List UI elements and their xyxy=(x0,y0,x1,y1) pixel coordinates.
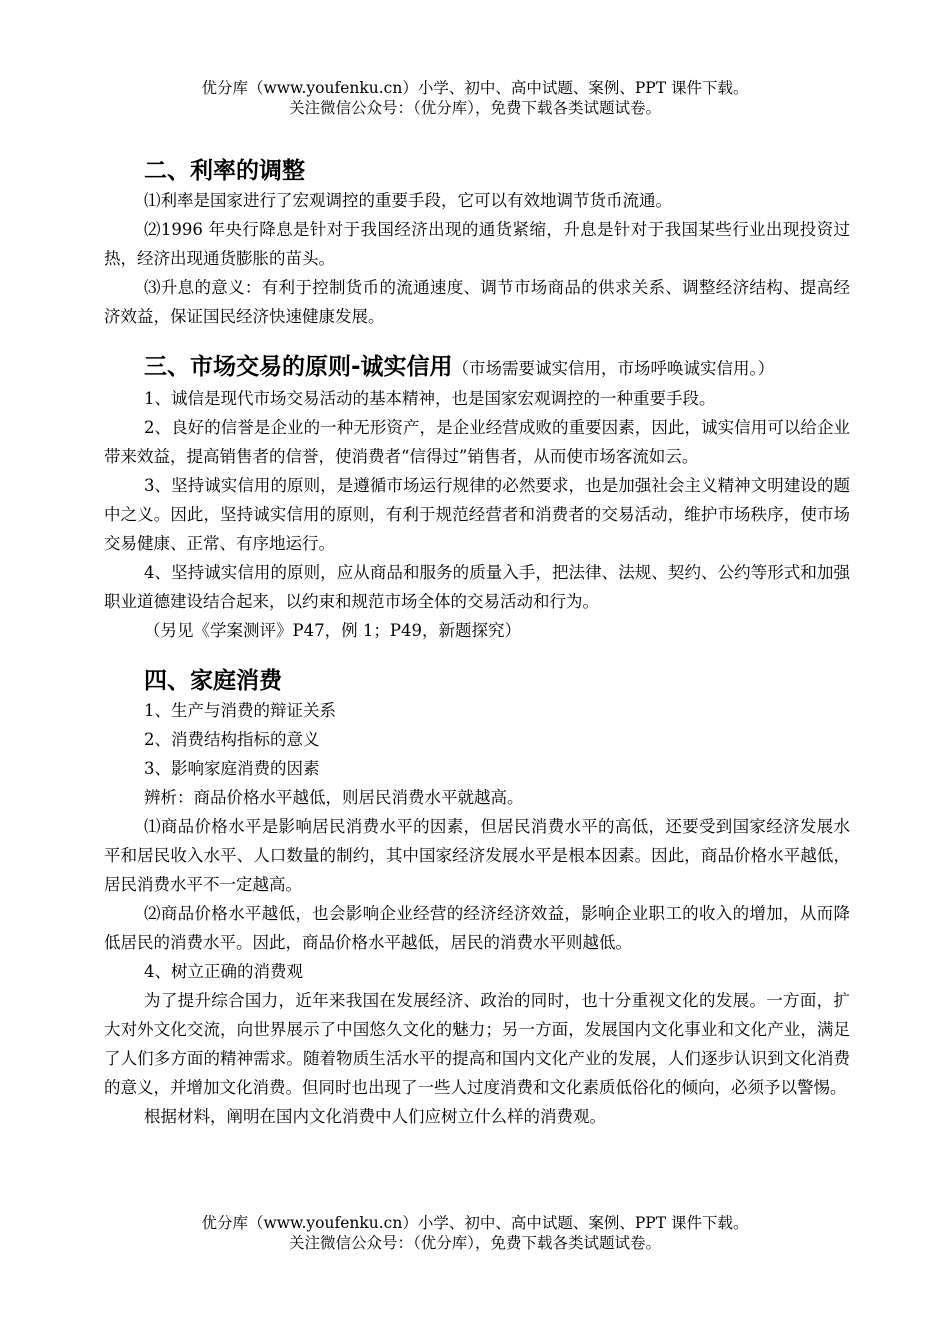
document-body xyxy=(104,156,850,1131)
section-title-note: （市场需要诚实信用，市场呼唤诚实信用。） xyxy=(452,359,775,378)
header-line-1: 优分库（www.youfenku.cn）小学、初中、高中试题、案例、PPT 课件下载。 xyxy=(201,79,749,97)
paragraph: ⑶升息的意义：有利于控制货币的流通速度、调节市场商品的供求关系、调整经济结构、提高经济效益，保证国民经济快速健康发展。 xyxy=(104,278,850,326)
section-title xyxy=(104,352,850,384)
section-title: 四、家庭消费 xyxy=(144,668,282,694)
paragraph: 3、影响家庭消费的因素 xyxy=(144,759,320,778)
paragraph: 4、树立正确的消费观 xyxy=(144,962,303,981)
paragraph: 为了提升综合国力，近年来我国在发展经济、政治的同时，也十分重视文化的发展。一方面，扩大对外文化交流，向世界展示了中国悠久文化的魅力；另一方面，发展国内文化事业和文化产业，满足了人们多方面的精神需求。随着物质生活水平的提高和国内文化产业的发展，人们逐步认识到文化消费的意义，并增加文化消费。但同时也出现了一些人过度消费和文化素质低俗化的倾向，必须予以警惕。 xyxy=(104,991,850,1097)
paragraph: ⑵商品价格水平越低，也会影响企业经营的经济经济效益，影响企业职工的收入的增加，从而降低居民的消费水平。因此，商品价格水平越低，居民的消费水平则越低。 xyxy=(104,904,850,952)
paragraph: 2、消费结构指标的意义 xyxy=(144,730,320,749)
paragraph: 1、生产与消费的辩证关系 xyxy=(144,701,336,720)
paragraph: ⑴商品价格水平是影响居民消费水平的因素，但居民消费水平的高低，还要受到国家经济发展水平和居民收入水平、人口数量的制约，其中国家经济发展水平是根本因素。因此，商品价格水平越低，居民消费水平不一定越高。 xyxy=(104,817,850,894)
paragraph: 辨析：商品价格水平越低，则居民消费水平就越高。 xyxy=(144,788,524,807)
paragraph: 2、良好的信誉是企业的一种无形资产，是企业经营成败的重要因素，因此，诚实信用可以给企业带来效益，提高销售者的信誉，使消费者“信得过”销售者，从而使市场客流如云。 xyxy=(104,418,850,466)
paragraph: ⑴利率是国家进行了宏观调控的重要手段，它可以有效地调节货币流通。 xyxy=(144,191,672,210)
section-interest-rate xyxy=(104,156,850,331)
paragraph: 4、坚持诚实信用的原则，应从商品和服务的质量入手，把法律、法规、契约、公约等形式和加强职业道德建设结合起来，以约束和规范市场全体的交易活动和行为。 xyxy=(104,563,850,611)
paragraph: （另见《学案测评》P47，例 1；P49，新题探究） xyxy=(144,621,521,640)
section-title-text: 三、市场交易的原则-诚实信用 xyxy=(144,354,453,380)
page-header xyxy=(0,78,950,118)
paragraph: 根据材料，阐明在国内文化消费中人们应树立什么样的消费观。 xyxy=(144,1107,606,1126)
paragraph: ⑵1996 年央行降息是针对于我国经济出现的通货紧缩，升息是针对于我国某些行业出现投资过热，经济出现通货膨胀的苗头。 xyxy=(104,220,850,268)
section-market-principle xyxy=(104,352,850,645)
footer-line-2: 关注微信公众号：（优分库），免费下载各类试题试卷。 xyxy=(288,1234,661,1252)
section-household-consumption xyxy=(104,666,850,1131)
section-title: 二、利率的调整 xyxy=(144,158,305,184)
footer-line-1: 优分库（www.youfenku.cn）小学、初中、高中试题、案例、PPT 课件下载。 xyxy=(201,1214,749,1232)
paragraph: 1、诚信是现代市场交易活动的基本精神，也是国家宏观调控的一种重要手段。 xyxy=(144,389,716,408)
header-line-2: 关注微信公众号：（优分库），免费下载各类试题试卷。 xyxy=(288,99,661,117)
page-footer xyxy=(0,1213,950,1253)
paragraph: 3、坚持诚实信用的原则，是遵循市场运行规律的必然要求，也是加强社会主义精神文明建设的题中之义。因此，坚持诚实信用的原则，有利于规范经营者和消费者的交易活动，维护市场秩序，使市场交易健康、正常、有序地运行。 xyxy=(104,476,850,553)
